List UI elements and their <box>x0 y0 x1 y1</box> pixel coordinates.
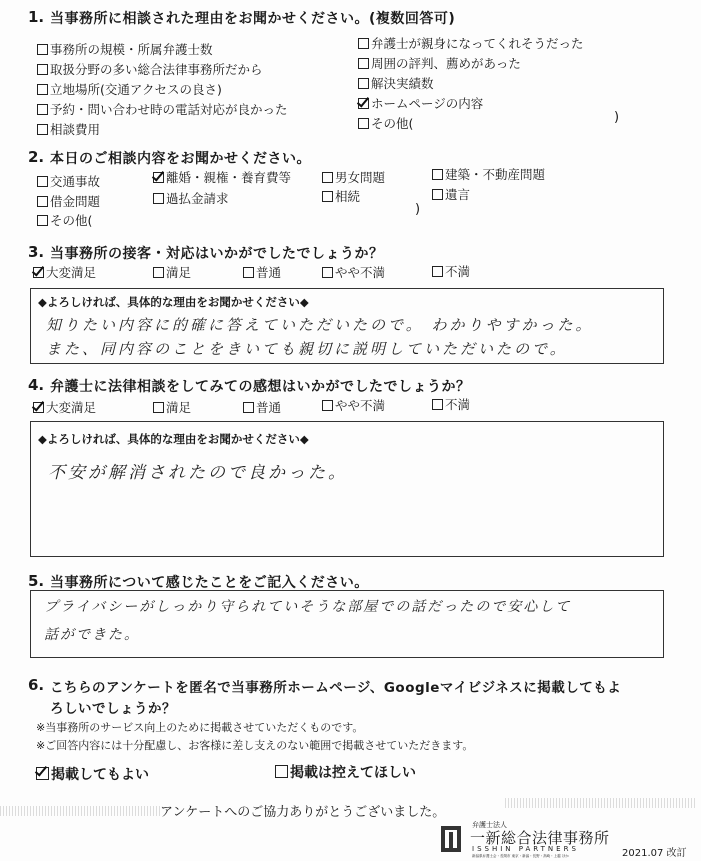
q1-option[interactable]: 周囲の評判、薦めがあった <box>358 54 521 72</box>
q1-option[interactable]: その他( <box>358 114 413 132</box>
q6-option-no[interactable]: 掲載は控えてほしい <box>275 762 416 782</box>
checkbox-icon[interactable] <box>153 267 164 278</box>
checkbox-checked-icon[interactable] <box>153 172 164 183</box>
checkbox-checked-icon[interactable] <box>36 767 49 780</box>
q2-option[interactable]: 借金問題 <box>37 192 100 210</box>
q4-question: 弁護士に法律相談をしてみての感想はいかがでしたでしょうか？ <box>50 379 471 395</box>
checkbox-icon[interactable] <box>37 64 48 75</box>
checkbox-checked-icon[interactable] <box>358 98 369 109</box>
q3-handwriting-line: また、同内容のことをきいても親切に説明していただいたので。 <box>46 340 568 358</box>
q2-question: 本日のご相談内容をお聞かせください。 <box>50 151 311 167</box>
q6-question-line2: ろしいでしょうか？ <box>50 701 176 717</box>
q3-question: 当事務所の接客・対応はいかがでしたでしょうか？ <box>50 246 384 262</box>
q4-option-checked[interactable]: 大変満足 <box>33 398 96 416</box>
q5-question: 当事務所について感じたことをご記入ください。 <box>50 575 369 591</box>
checkbox-icon[interactable] <box>37 215 48 226</box>
q1-question: 当事務所に相談された理由をお聞かせください。(複数回答可) <box>50 11 456 27</box>
checkbox-icon[interactable] <box>322 400 333 411</box>
q4-option[interactable]: 普通 <box>243 398 281 416</box>
q6-note: ※ご回答内容には十分配慮し、お客様に差し支えのない範囲で掲載させていただきます。 <box>36 739 474 752</box>
checkbox-icon[interactable] <box>243 402 254 413</box>
checkbox-icon[interactable] <box>37 104 48 115</box>
q4-option[interactable]: 不満 <box>432 395 470 413</box>
checkbox-icon[interactable] <box>37 124 48 135</box>
q3-handwriting-line: 知りたい内容に的確に答えていただいたので。 わかりやすかった。 <box>46 316 594 334</box>
checkbox-icon[interactable] <box>153 402 164 413</box>
checkbox-icon[interactable] <box>358 118 369 129</box>
q2-option[interactable]: 相続 <box>322 187 360 205</box>
checkbox-checked-icon[interactable] <box>33 267 44 278</box>
firm-offices: 新潟県弁護士会・長岡市 東京・新潟・長野・高崎・上越 ほか <box>472 854 569 858</box>
q1-option[interactable]: 予約・問い合わせ時の電話対応が良かった <box>37 100 288 118</box>
q4-option[interactable]: やや不満 <box>322 396 385 414</box>
checkbox-icon[interactable] <box>322 191 333 202</box>
q4-option[interactable]: 満足 <box>153 398 191 416</box>
q6-question-line1: こちらのアンケートを匿名で当事務所ホームページ、Googleマイビジネスに掲載してもよ <box>50 680 622 696</box>
q4-comment-label: ◆よろしければ、具体的な理由をお聞かせください◆ <box>38 432 309 446</box>
checkbox-icon[interactable] <box>37 84 48 95</box>
checkbox-icon[interactable] <box>432 266 443 277</box>
q2-number: 2. <box>28 148 45 166</box>
checkbox-icon[interactable] <box>37 44 48 55</box>
close-paren: ) <box>415 202 421 217</box>
checkbox-icon[interactable] <box>358 78 369 89</box>
q2-option[interactable]: 交通事故 <box>37 172 100 190</box>
q1-option[interactable]: 取扱分野の多い総合法律事務所だから <box>37 60 263 78</box>
q3-option-checked[interactable]: 大変満足 <box>33 263 96 281</box>
q6-option-yes[interactable]: 掲載してもよい <box>36 764 149 784</box>
q3-option[interactable]: やや不満 <box>322 263 385 281</box>
q2-option[interactable]: 過払金請求 <box>153 189 229 207</box>
q5-handwriting-line: プライバシーがしっかり守られていそうな部屋での話だったので安心して <box>44 599 572 615</box>
checkbox-icon[interactable] <box>37 176 48 187</box>
revision-date: 2021.07 改訂 <box>622 848 687 859</box>
checkbox-icon[interactable] <box>322 267 333 278</box>
scan-noise <box>505 798 695 808</box>
q1-option[interactable]: 事務所の規模・所属弁護士数 <box>37 40 213 58</box>
q3-option[interactable]: 普通 <box>243 263 281 281</box>
checkbox-icon[interactable] <box>432 189 443 200</box>
scan-noise <box>0 806 160 816</box>
q6-number: 6. <box>28 676 45 694</box>
q3-option[interactable]: 満足 <box>153 263 191 281</box>
q6-note: ※当事務所のサービス向上のために掲載させていただくものです。 <box>36 721 364 734</box>
q4-number: 4. <box>28 376 45 394</box>
q1-option[interactable]: 相談費用 <box>37 120 100 138</box>
checkbox-icon[interactable] <box>358 38 369 49</box>
firm-logo-icon <box>441 826 461 852</box>
firm-prefix: 弁護士法人 <box>472 821 507 829</box>
checkbox-icon[interactable] <box>322 172 333 183</box>
q5-handwriting-line: 話ができた。 <box>44 627 140 643</box>
q2-option[interactable]: 男女問題 <box>322 168 385 186</box>
q1-option[interactable]: 弁護士が親身になってくれそうだった <box>358 34 584 52</box>
q3-comment-label: ◆よろしければ、具体的な理由をお聞かせください◆ <box>38 295 309 309</box>
firm-name: 一新総合法律事務所 <box>470 829 610 847</box>
q1-option[interactable]: 立地場所(交通アクセスの良さ) <box>37 80 222 98</box>
q5-number: 5. <box>28 572 45 590</box>
checkbox-icon[interactable] <box>358 58 369 69</box>
checkbox-icon[interactable] <box>153 193 164 204</box>
checkbox-icon[interactable] <box>37 196 48 207</box>
q3-option[interactable]: 不満 <box>432 262 470 280</box>
close-paren: ) <box>614 110 620 125</box>
checkbox-icon[interactable] <box>243 267 254 278</box>
checkbox-icon[interactable] <box>275 765 288 778</box>
checkbox-icon[interactable] <box>432 169 443 180</box>
thanks-message: アンケートへのご協力ありがとうございました。 <box>160 805 446 820</box>
q3-number: 3. <box>28 243 45 261</box>
q2-option-checked[interactable]: 離婚・親権・養育費等 <box>153 168 291 186</box>
q1-option[interactable]: 解決実績数 <box>358 74 434 92</box>
firm-roman-name: ISSHIN PARTNERS <box>472 845 579 853</box>
q1-option-checked[interactable]: ホームページの内容 <box>358 94 483 112</box>
q1-number: 1. <box>28 8 45 26</box>
checkbox-checked-icon[interactable] <box>33 402 44 413</box>
q2-option[interactable]: 遺言 <box>432 185 470 203</box>
q2-option[interactable]: その他( <box>37 211 92 229</box>
q2-option[interactable]: 建築・不動産問題 <box>432 165 545 183</box>
q4-handwriting-line: 不安が解消されたので良かった。 <box>48 463 348 483</box>
checkbox-icon[interactable] <box>432 399 443 410</box>
